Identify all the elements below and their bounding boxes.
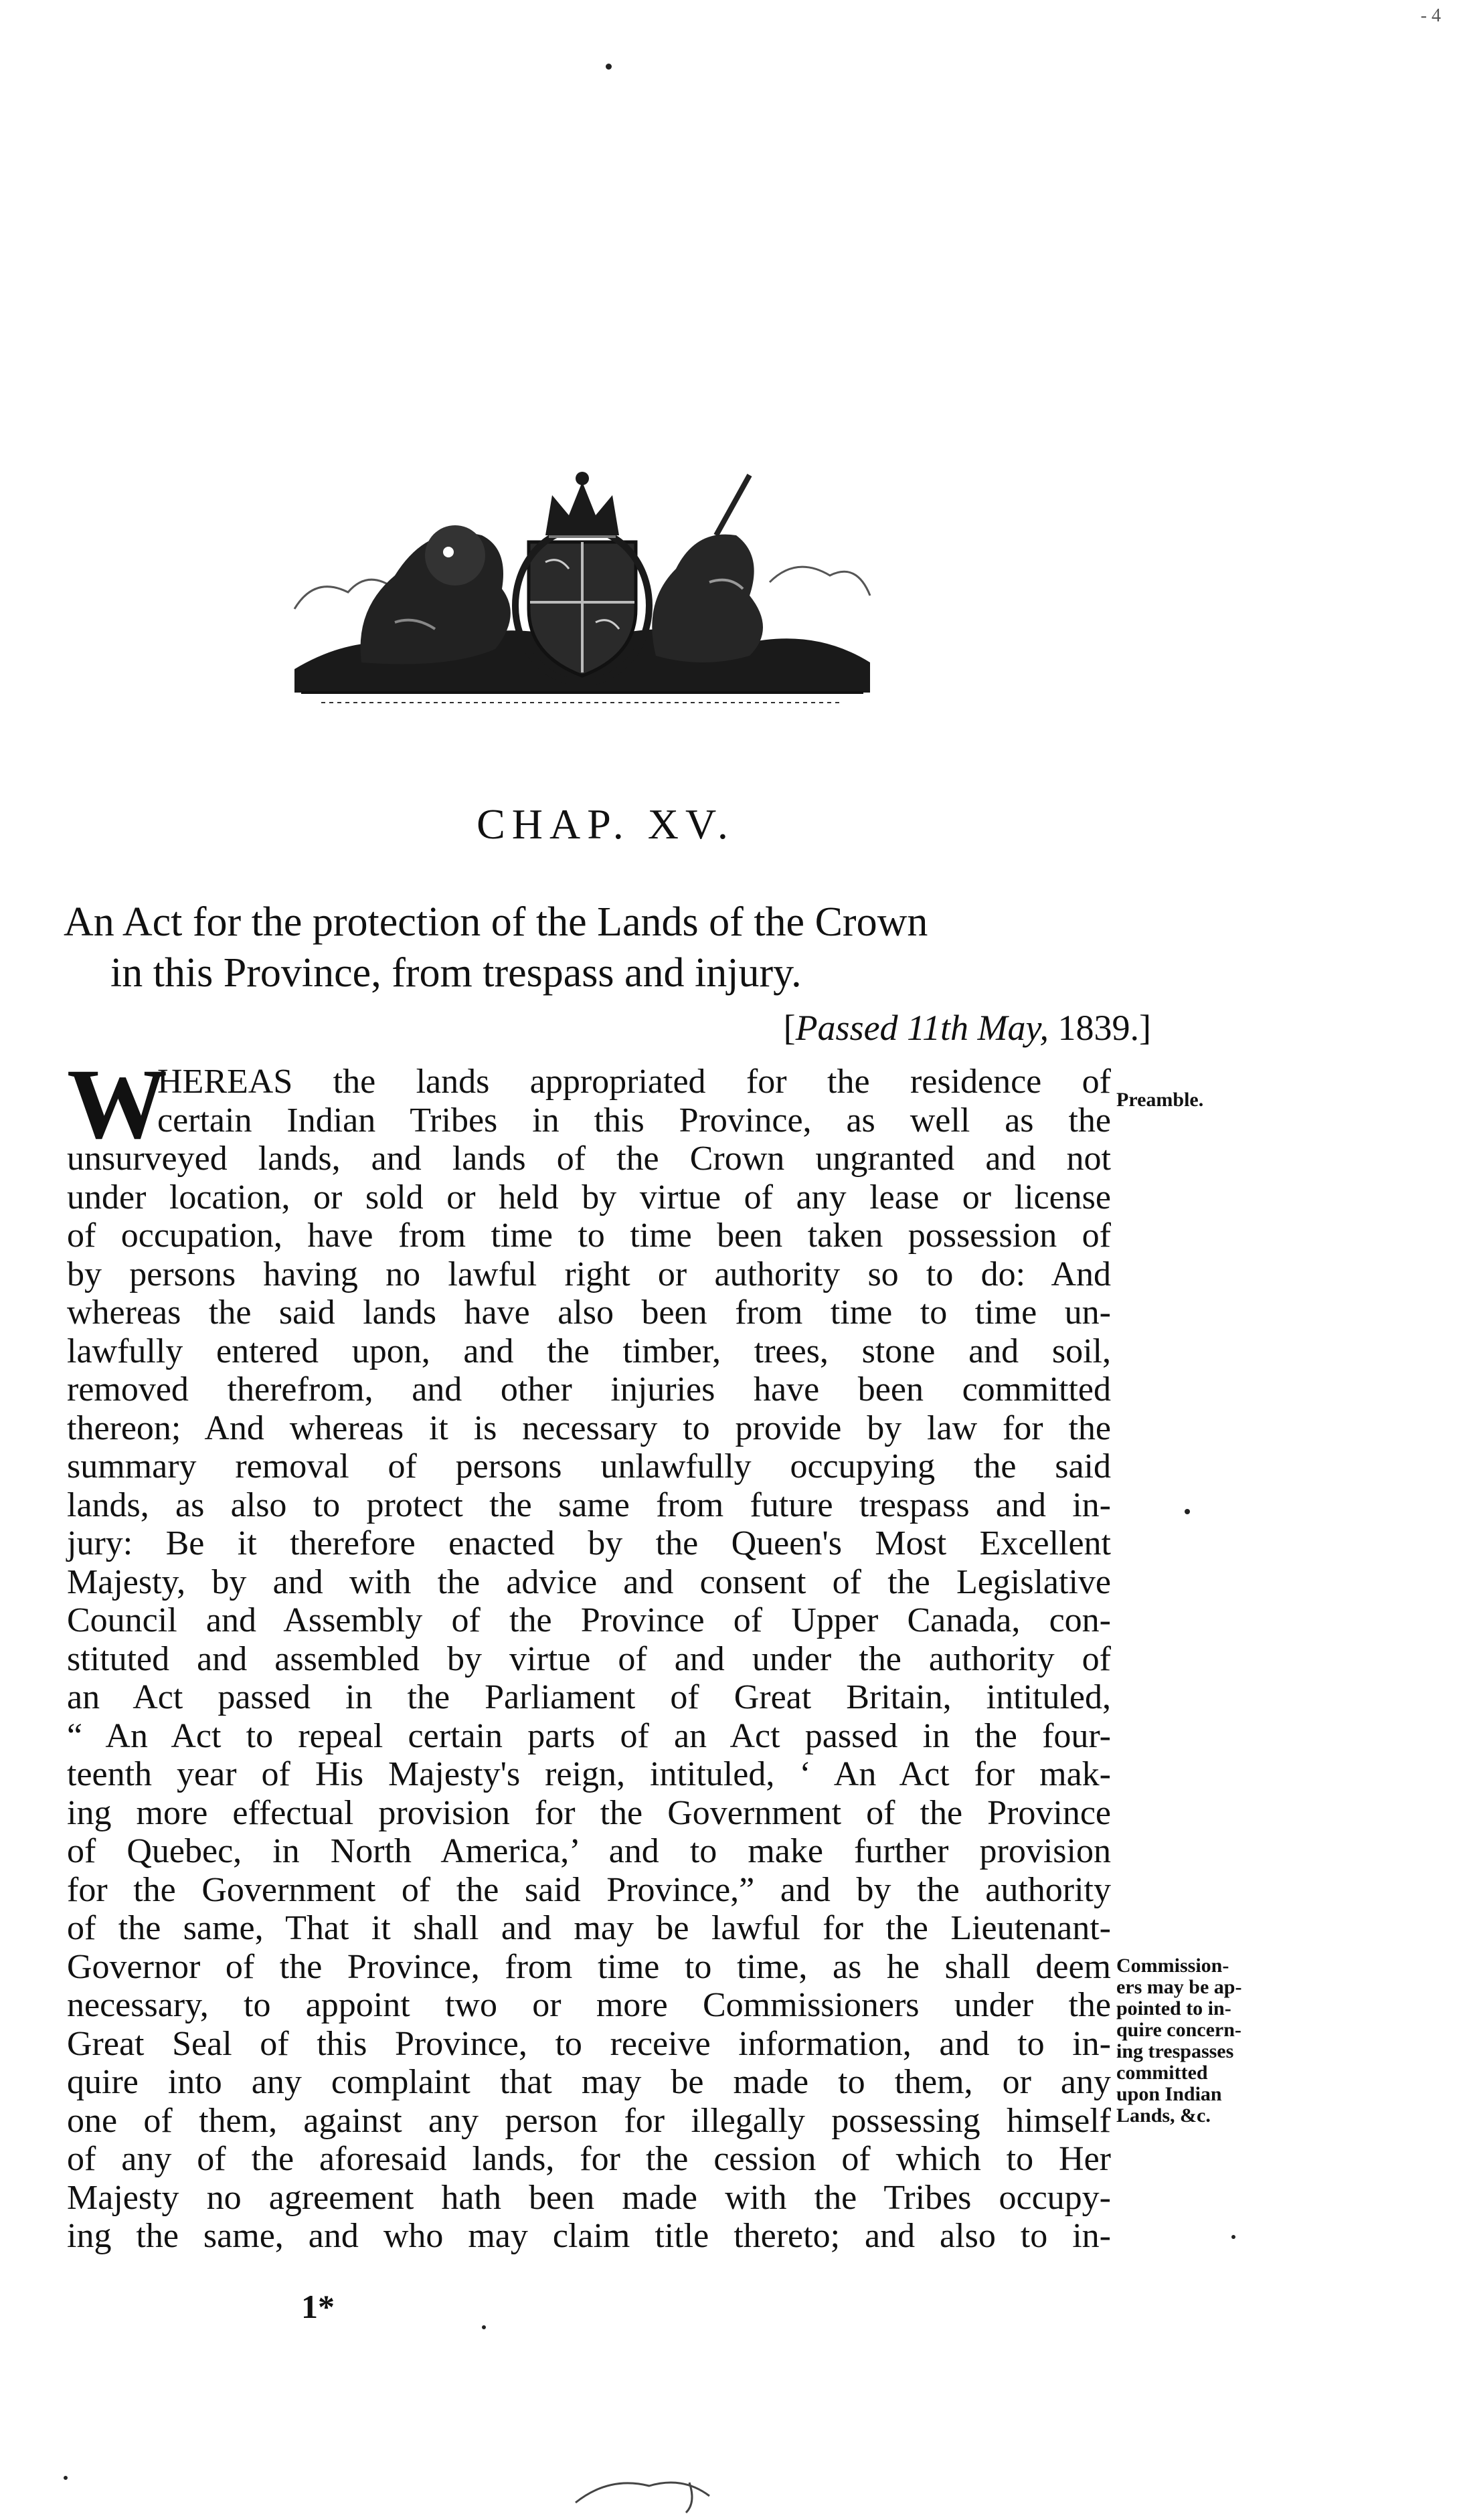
margin-note-line: committed <box>1116 2062 1208 2084</box>
body-line: lawfully entered upon, and the timber, trees, stone and soil, <box>67 1332 1111 1370</box>
passed-date <box>602 1007 1151 1049</box>
body-line: removed therefrom, and other injuries have been committed <box>67 1370 1111 1409</box>
passed-label: Passed 11th May, <box>795 1008 1049 1048</box>
body-line: ing the same, and who may claim title thereto; and also to in- <box>67 2217 1111 2255</box>
passed-bracket: [ <box>783 1008 796 1048</box>
body-line: teenth year of His Majesty's reign, intituled, ‘ An Act for mak- <box>67 1755 1111 1793</box>
body-line: an Act passed in the Parliament of Great Britain, intituled, <box>67 1678 1111 1716</box>
scan-speck <box>606 64 612 70</box>
act-title <box>64 897 1134 998</box>
margin-note-line: ers may be ap- <box>1116 1976 1242 1998</box>
margin-note-line: quire concern- <box>1116 2019 1241 2041</box>
body-line: necessary, to appoint two or more Commissioners under the <box>67 1986 1111 2024</box>
body-line: of Quebec, in North America,’ and to make further provision <box>67 1832 1111 1870</box>
scan-speck <box>1185 1509 1190 1514</box>
body-line: of any of the aforesaid lands, for the cession of which to Her <box>67 2140 1111 2178</box>
passed-year: 1839.] <box>1057 1008 1151 1048</box>
body-line: for the Government of the said Province,” and by the authority <box>67 1870 1111 1909</box>
body-line: thereon; And whereas it is necessary to provide by law for the <box>67 1409 1111 1447</box>
body-line: “ An Act to repeal certain parts of an Act passed in the four- <box>67 1716 1111 1755</box>
body-line: summary removal of persons unlawfully occupying the said <box>67 1447 1111 1486</box>
scan-smudge <box>569 2449 723 2516</box>
body-line: Governor of the Province, from time to time, as he shall deem <box>67 1947 1111 1986</box>
body-line: under location, or sold or held by virtue of any lease or license <box>67 1178 1111 1217</box>
margin-note-preamble: Preamble. <box>1116 1089 1204 1111</box>
scan-speck <box>64 2476 68 2480</box>
act-title-line-2: in this Province, from trespass and injury. <box>110 950 802 996</box>
act-body-text <box>67 1049 1111 2256</box>
chapter-heading: CHAP. XV. <box>477 800 735 848</box>
body-line: unsurveyed lands, and lands of the Crown ungranted and not <box>67 1140 1111 1178</box>
body-line: lands, as also to protect the same from future trespass and in- <box>67 1486 1111 1524</box>
body-line: Great Seal of this Province, to receive information, and to in- <box>67 2024 1111 2063</box>
body-line: quire into any complaint that may be made to them, or any <box>67 2063 1111 2101</box>
body-line: HEREAS the lands appropriated for the residence of <box>157 1063 1111 1101</box>
body-line: of the same, That it shall and may be lawful for the Lieutenant- <box>67 1909 1111 1947</box>
drop-cap: W <box>67 1049 167 1160</box>
body-line: certain Indian Tribes in this Province, as well as the <box>157 1101 1111 1140</box>
act-title-line-1: An Act for the protection of the Lands of the Crown <box>64 899 928 945</box>
margin-note-line: upon Indian <box>1116 2083 1222 2105</box>
body-line: one of them, against any person for illegally possessing himself <box>67 2101 1111 2140</box>
body-line: Majesty no agreement hath been made with the Tribes occupy- <box>67 2178 1111 2217</box>
corner-mark: - 4 <box>1420 5 1441 26</box>
scan-speck <box>1231 2235 1235 2239</box>
body-line: of occupation, have from time to time been taken possession of <box>67 1217 1111 1255</box>
scan-speck <box>482 2325 486 2329</box>
margin-note-line: Lands, &c. <box>1116 2104 1211 2127</box>
royal-coat-of-arms-icon <box>281 462 883 716</box>
margin-note-commissioners <box>1116 1955 1317 2127</box>
body-line: stituted and assembled by virtue of and under the authority of <box>67 1639 1111 1678</box>
margin-note-line: Commission- <box>1116 1955 1229 1977</box>
margin-note-line: ing trespasses <box>1116 2040 1234 2062</box>
body-line: Council and Assembly of the Province of Upper Canada, con- <box>67 1601 1111 1639</box>
body-line: jury: Be it therefore enacted by the Queen's Most Excellent <box>67 1524 1111 1562</box>
body-line: whereas the said lands have also been from time to time un- <box>67 1293 1111 1332</box>
page-number: 1* <box>301 2288 335 2325</box>
body-line: ing more effectual provision for the Government of the Province <box>67 1793 1111 1832</box>
margin-note-line: pointed to in- <box>1116 1997 1231 2019</box>
body-line: Majesty, by and with the advice and consent of the Legislative <box>67 1562 1111 1601</box>
body-line: by persons having no lawful right or authority so to do: And <box>67 1255 1111 1293</box>
